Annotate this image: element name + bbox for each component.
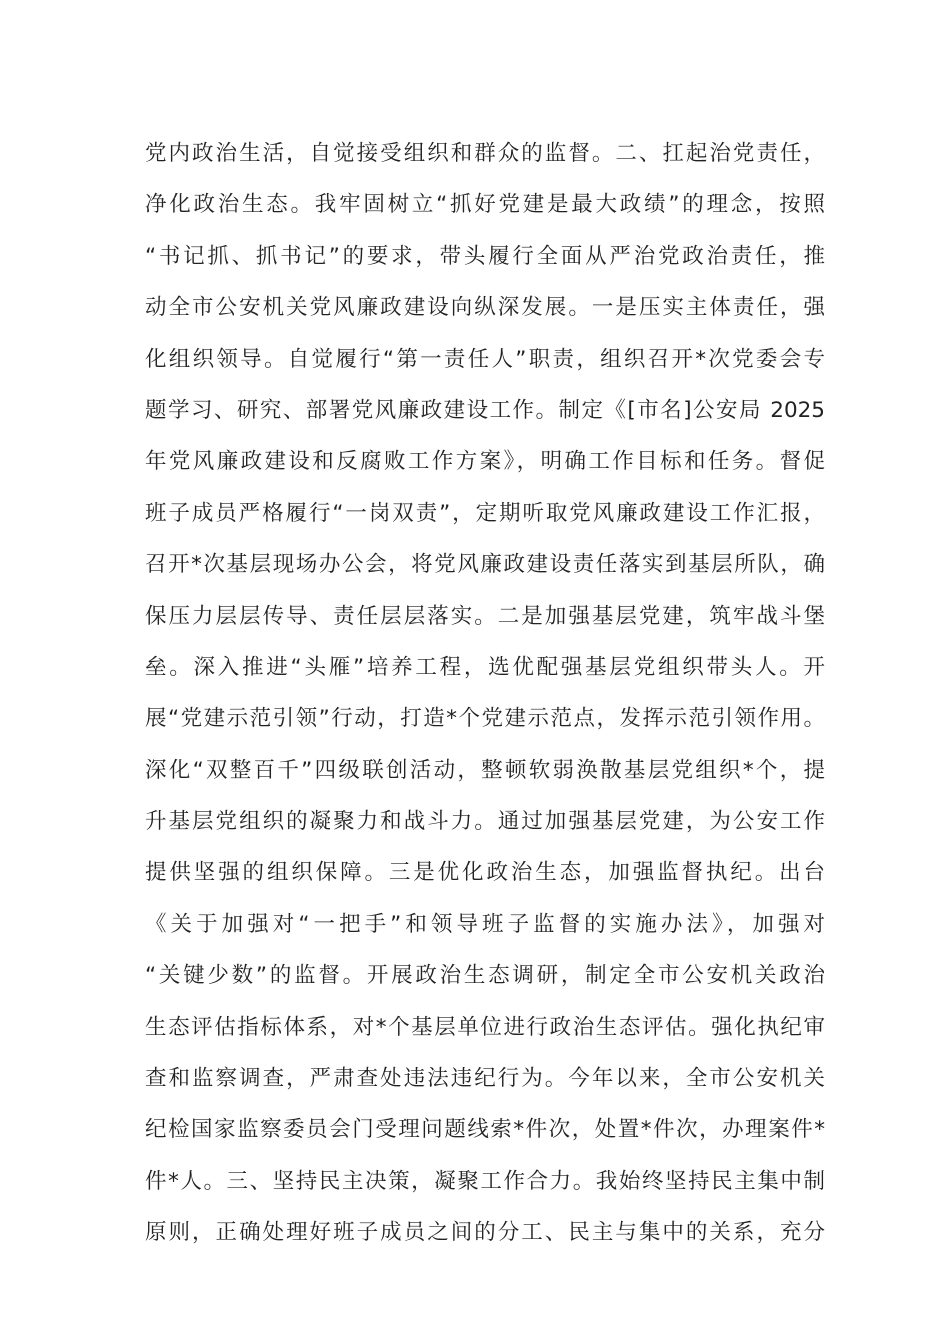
text-line: 年党风廉政建设和反腐败工作方案》，明确工作目标和任务。督促 [145, 449, 825, 475]
text-line: 党内政治生活，自觉接受组织和群众的监督。二、扛起治党责任， [145, 141, 825, 166]
text-line: 班子成员严格履行“一岗双责”，定期听取党风廉政建设工作汇报， [145, 500, 825, 526]
text-line: 纪检国家监察委员会门受理问题线索*件次，处置*件次，办理案件* [145, 1117, 825, 1143]
text-line: 深化“双整百千”四级联创活动，整顿软弱涣散基层党组织*个，提 [145, 757, 825, 783]
text-line: 题学习、研究、部署党风廉政建设工作。制定《[市名]公安局 2025 [145, 397, 825, 423]
text-line: 生态评估指标体系，对*个基层单位进行政治生态评估。强化执纪审 [145, 1014, 825, 1040]
text-line: 件*人。三、坚持民主决策，凝聚工作合力。我始终坚持民主集中制 [145, 1168, 825, 1194]
text-line: 保压力层层传导、责任层层落实。二是加强基层党建，筑牢战斗堡 [145, 603, 825, 629]
text-line: 动全市公安机关党风廉政建设向纵深发展。一是压实主体责任，强 [145, 295, 825, 321]
text-line: 查和监察调查，严肃查处违法违纪行为。今年以来，全市公安机关 [145, 1066, 825, 1092]
text-line: “关键少数”的监督。开展政治生态调研，制定全市公安机关政治 [145, 963, 825, 989]
text-line: 垒。深入推进“头雁”培养工程，选优配强基层党组织带头人。开 [145, 654, 825, 680]
text-line: 展“党建示范引领”行动，打造*个党建示范点，发挥示范引领作用。 [145, 706, 825, 732]
text-line: 净化政治生态。我牢固树立“抓好党建是最大政绩”的理念，按照 [145, 192, 825, 218]
text-line: 原则，正确处理好班子成员之间的分工、民主与集中的关系，充分 [145, 1220, 825, 1246]
text-line: 提供坚强的组织保障。三是优化政治生态，加强监督执纪。出台 [145, 860, 825, 886]
text-line: “书记抓、抓书记”的要求，带头履行全面从严治党政治责任，推 [145, 243, 825, 269]
body-text [145, 128, 825, 1259]
text-line: 《关于加强对“一把手”和领导班子监督的实施办法》，加强对 [145, 911, 825, 937]
text-line: 召开*次基层现场办公会，将党风廉政建设责任落实到基层所队，确 [145, 552, 825, 578]
text-line: 升基层党组织的凝聚力和战斗力。通过加强基层党建，为公安工作 [145, 809, 825, 835]
text-line: 化组织领导。自觉履行“第一责任人”职责，组织召开*次党委会专 [145, 346, 825, 372]
